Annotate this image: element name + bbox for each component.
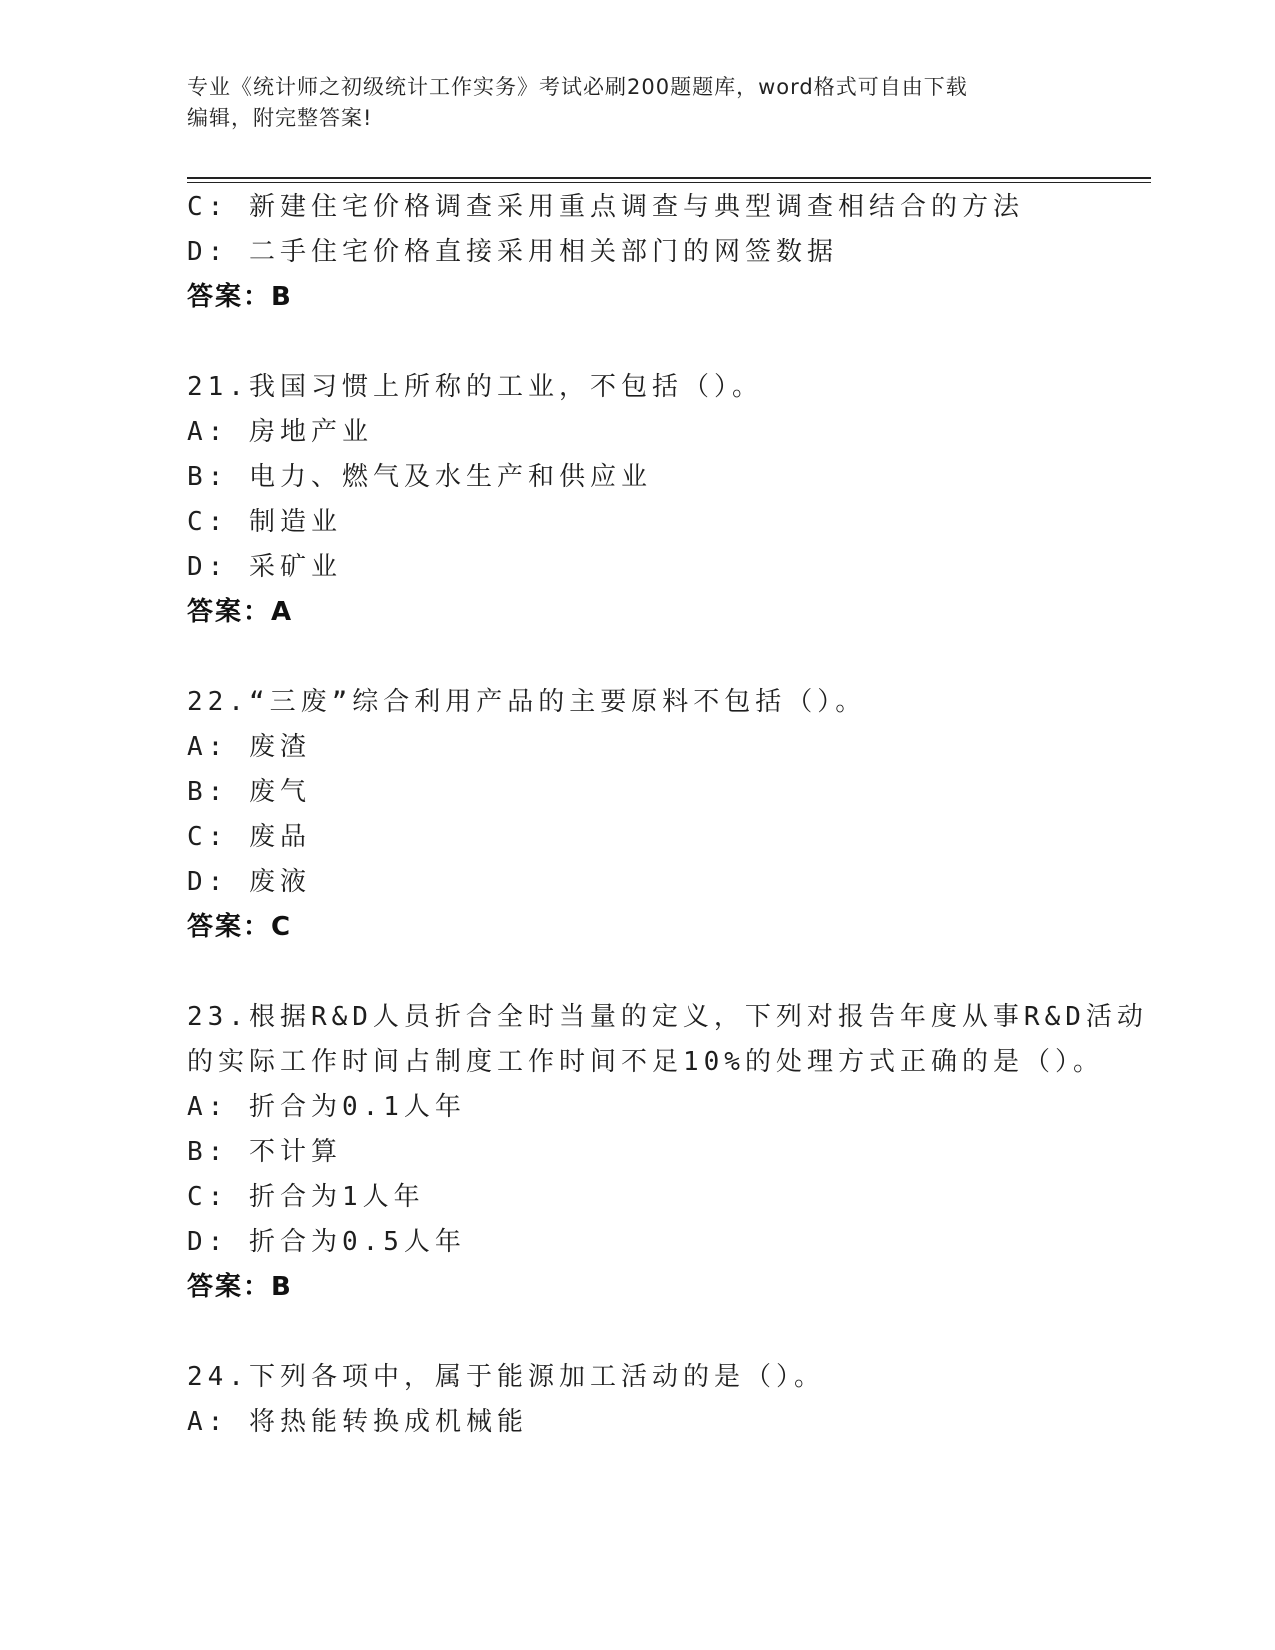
answer-label: 答案：C: [187, 912, 293, 942]
question-stem: 22.“三废”综合利用产品的主要原料不包括（）。: [187, 687, 867, 717]
header-line-2: 编辑，附完整答案!: [187, 106, 373, 130]
option-b: B: 废气: [187, 777, 311, 807]
option-a: A: 废渣: [187, 732, 311, 762]
document-header: [187, 72, 1087, 134]
option-d: D: 折合为0.5人年: [187, 1227, 466, 1257]
question-stem-line-2: 的实际工作时间占制度工作时间不足10%的处理方式正确的是（）。: [187, 1047, 1104, 1077]
question-stem: 21.我国习惯上所称的工业，不包括（）。: [187, 372, 763, 402]
answer-label: 答案：B: [187, 282, 293, 312]
option-d: D: 废液: [187, 867, 311, 897]
answer-label: 答案：A: [187, 597, 294, 627]
option-a: A: 折合为0.1人年: [187, 1092, 466, 1122]
option-c: C: 废品: [187, 822, 311, 852]
header-line-1: 专业《统计师之初级统计工作实务》考试必刷200题题库，word格式可自由下载: [187, 75, 968, 99]
option-c: C: 新建住宅价格调查采用重点调查与典型调查相结合的方法: [187, 192, 1024, 222]
question-stem-line-1: 23.根据R&D人员折合全时当量的定义，下列对报告年度从事R&D活动: [187, 1002, 1148, 1032]
answer-label: 答案：B: [187, 1272, 293, 1302]
option-a: A: 房地产业: [187, 417, 373, 447]
option-c: C: 折合为1人年: [187, 1182, 425, 1212]
option-c: C: 制造业: [187, 507, 342, 537]
option-d: D: 二手住宅价格直接采用相关部门的网签数据: [187, 237, 838, 267]
option-a: A: 将热能转换成机械能: [187, 1407, 528, 1437]
header-divider-thick: [187, 177, 1151, 179]
option-d: D: 采矿业: [187, 552, 342, 582]
question-stem: 24.下列各项中，属于能源加工活动的是（）。: [187, 1362, 825, 1392]
option-b: B: 不计算: [187, 1137, 342, 1167]
option-b: B: 电力、燃气及水生产和供应业: [187, 462, 652, 492]
header-divider-thin: [187, 182, 1151, 183]
